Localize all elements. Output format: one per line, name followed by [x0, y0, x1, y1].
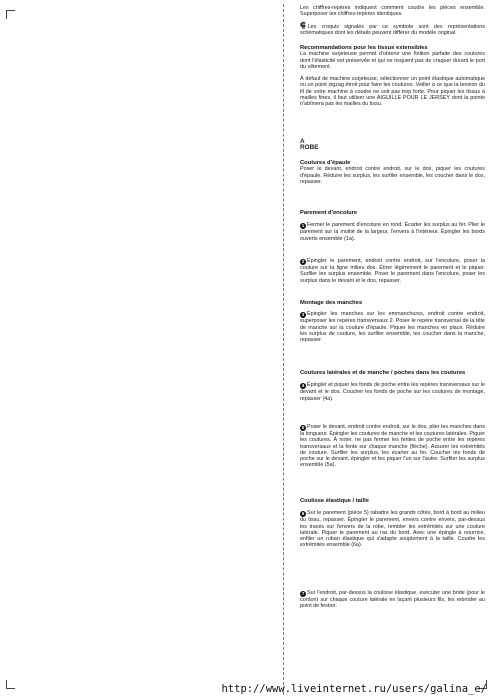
- stretch-para-2: À défaut de machine surjeteuse, sélectionner un point élastique automatique ou un point zigzag étroit pour faire les coutures. Veiller à ce que la tension du fil de votre machine à coudre ne soit pas trop forte. Pour piquer les tissus à mailles fines, il faut utiliser une AIGUILLE POUR LE JERSEY dont la pointe n'abîmera pas les mailles du tissu.: [300, 76, 485, 108]
- step-4-side-seams: [300, 370, 485, 402]
- step-3-sleeves: [300, 300, 485, 343]
- step-text: [300, 510, 485, 548]
- step-5-sleeve-seams: [300, 424, 485, 469]
- step-body: Épingler les manches sur les emmanchures, endroit contre endroit, superposer les repères transversaux 2. Poser le repère transversal de la tête de manche sur la couture d'épaule. Piquer les manches en place. Réduire les surplus de couture, les surfiler ensemble, les coucher dans la manche, repasser.: [300, 311, 485, 344]
- section-letter: A: [300, 138, 305, 145]
- step-body: Épingler et piquer les fonds de poche entre les repères transversaux sur le devant et le dos. Coucher les fonds de poche sur les coutures de montage, repasser (4a).: [300, 382, 485, 402]
- step-shoulder-seams: [300, 160, 485, 185]
- intro-text-1: Les chiffres-repères indiquent comment coudre les pièces ensemble. Superposer les chiffres-repères identiques.: [300, 5, 485, 18]
- step-number-badge: 5: [301, 425, 305, 430]
- step-text: Poser le devant, endroit contre endroit, sur le dos, piquer les coutures d'épaule. Réduire les surplus, les surfiler ensemble, les coucher dans le dos, repasser.: [300, 166, 485, 185]
- step-number-badge: 7: [301, 591, 305, 596]
- stretch-fabric-block: [300, 45, 485, 108]
- step-2-neckline: [300, 258, 485, 284]
- crop-mark-top-left: [6, 10, 15, 19]
- step-6-elastic-casing: [300, 498, 485, 549]
- step-text: [300, 424, 485, 469]
- step-1-neckline-facing: [300, 210, 485, 242]
- step-text: [300, 311, 485, 343]
- step-body: Fermer le parement d'encolure en rond. Écarter les surplus au fer. Plier le parement sur la moitié de la largeur, l'envers à l'intérieur. Épingler les bords ouverts ensemble (1a).: [300, 222, 485, 242]
- step-number-badge: 1: [301, 223, 305, 229]
- step-text: [300, 222, 485, 242]
- intro-text-2: [300, 20, 485, 37]
- step-heading: Parement d'encolure: [300, 210, 358, 216]
- step-body: Sur le parement (pièce 5) rabattre les grands côtés, bord à bord au milieu du tissu, repasser. Épingler le parement, envers contre envers, par-dessus les tracés sur l'envers de la robe, rembler les extrémités sur une couture latérale. Piquer le parement au ras du bord. Avec une épingle à nourrice, enfiler un ruban élastique qui s'adapte souplement à la taille. Coudre les extrémités ensemble (6a).: [300, 510, 485, 549]
- step-7-bar-tack: [300, 590, 485, 610]
- step-text: [300, 258, 485, 284]
- step-heading: Coutures latérales et de manche / poches dans les coutures: [300, 370, 466, 376]
- sketch-symbol-icon: ⸿: [300, 20, 306, 30]
- step-number-badge: 2: [301, 259, 305, 264]
- section-title: [300, 139, 485, 152]
- step-text: [300, 382, 485, 402]
- source-url[interactable]: http://www.liveinternet.ru/users/galina_e/: [221, 683, 487, 695]
- step-text: [300, 590, 485, 610]
- cut-line: [283, 4, 284, 695]
- stretch-heading: Recommandations pour les tissus extensibles: [300, 45, 428, 51]
- step-body: Sur l'endroit, par-dessus la coulisse élastique, exécuter une bride (pour le cordon) sur chaque couture latérale en laçant plusieurs fils, les rebroder au point de feston.: [300, 590, 485, 610]
- step-heading: Coulisse élastique / taille: [300, 498, 369, 504]
- crop-mark-bottom-left: [6, 680, 15, 689]
- step-number-badge: 3: [301, 312, 305, 318]
- step-body: Poser le devant, endroit contre endroit, sur le dos, plier les manches dans la longueur. Épingler les coutures de manche et les coutures latérales. Piquer les coutures. À noter, ne pas fermer les fentes de poche entre les repères transversaux et la fente sur chaque manche (flèche). Assurer les extrémités de couture. Surfiler les surplus, les écarter au fer. Coucher les fonds de poche sur le devant, épingler et les piquer l'un sur l'autre. Surfiler les surplus ensemble (5a).: [300, 424, 485, 469]
- intro-text-2-body: Les croquis signalés par ce symbole sont des représentations schématiques dont les détails peuvent différer du modèle original.: [300, 23, 485, 36]
- step-number-badge: 4: [301, 383, 305, 389]
- intro-block: [300, 5, 485, 36]
- step-number-badge: 6: [301, 511, 305, 517]
- step-heading: Montage des manches: [300, 300, 363, 306]
- step-heading: Coutures d'épaule: [300, 160, 351, 166]
- section-name: ROBE: [300, 144, 319, 152]
- stretch-para-1: La machine surjeteuse permet d'obtenir une finition parfaite des coutures dont l'élasticité est préservée et qui ne risquent pas de craquer durant le port du vêtement.: [300, 51, 485, 70]
- step-body: Épingler le parement, endroit contre endroit, sur l'encolure, poser la couture sur la ligne milieu dos. Étirer légèrement le parement et le piquer. Surfiler les surplus ensemble. Poser le parement dans l'encolure, poser les surplus dans le devant et le dos, repasser.: [300, 258, 485, 284]
